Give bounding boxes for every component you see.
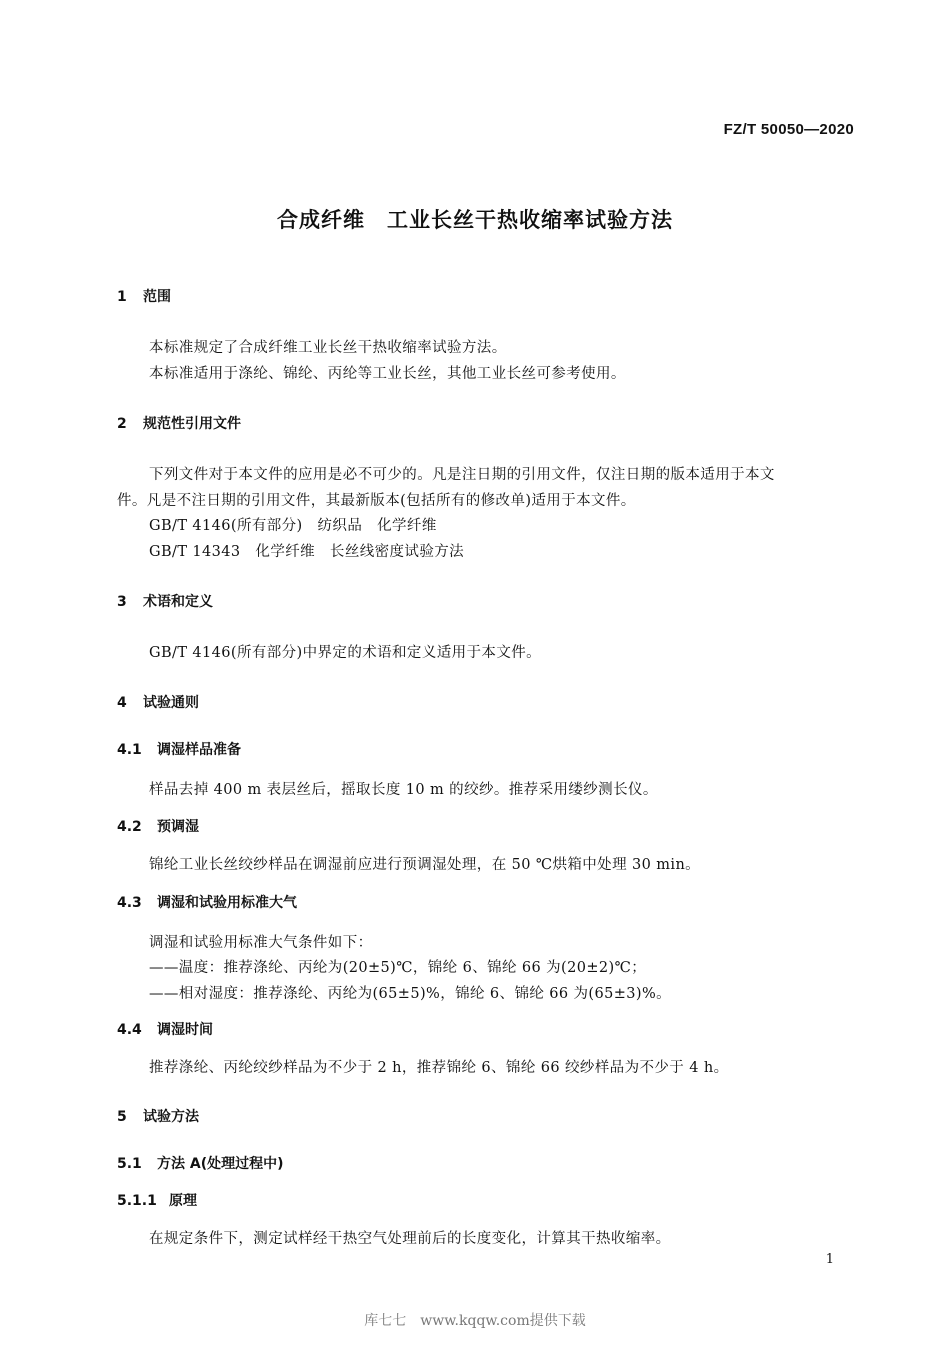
section-4-2-heading (117, 816, 199, 836)
section-title: 范围 (143, 289, 171, 305)
section-4-3-heading (117, 892, 297, 912)
section-title: 原理 (169, 1193, 197, 1209)
page-number: 1 (825, 1252, 834, 1267)
section-4-4-heading (117, 1019, 213, 1039)
section-title: 试验方法 (143, 1109, 199, 1125)
section-number: 5 (117, 1109, 127, 1125)
section-number: 3 (117, 594, 127, 610)
paragraph: 样品去掉 400 m 表层丝后，摇取长度 10 m 的绞纱。推荐采用缕纱测长仪。 (149, 782, 658, 798)
section-5-1-1-heading (117, 1190, 197, 1210)
section-title: 调湿时间 (157, 1022, 213, 1038)
list-item: ——温度：推荐涤纶、丙纶为(20±5)℃，锦纶 6、锦纶 66 为(20±2)℃； (149, 960, 647, 976)
list-item: ——相对湿度：推荐涤纶、丙纶为(65±5)%，锦纶 6、锦纶 66 为(65±3)%。 (149, 986, 672, 1002)
section-number: 1 (117, 289, 127, 305)
section-number: 4.3 (117, 895, 142, 911)
section-number: 4.4 (117, 1022, 142, 1038)
section-2-heading (117, 413, 241, 433)
paragraph: 本标准规定了合成纤维工业长丝干热收缩率试验方法。 (149, 340, 507, 356)
section-4-1-heading (117, 739, 241, 759)
paragraph: 在规定条件下，测定试样经干热空气处理前后的长度变化，计算其干热收缩率。 (149, 1231, 671, 1247)
section-1-heading (117, 286, 171, 306)
section-5-1-heading (117, 1153, 284, 1173)
reference-item: GB/T 14343 化学纤维 长丝线密度试验方法 (149, 544, 465, 560)
download-footer: 库七七 www.kqqw.com提供下载 (364, 1313, 586, 1329)
section-title: 调湿样品准备 (157, 742, 241, 758)
paragraph: 调湿和试验用标准大气条件如下： (149, 935, 373, 951)
section-number: 4.2 (117, 819, 142, 835)
paragraph: GB/T 4146(所有部分)中界定的术语和定义适用于本文件。 (149, 645, 542, 661)
section-title: 调湿和试验用标准大气 (157, 895, 297, 911)
reference-item: GB/T 4146(所有部分) 纺织品 化学纤维 (149, 518, 437, 534)
section-3-heading (117, 591, 213, 611)
paragraph: 件。凡是不注日期的引用文件，其最新版本(包括所有的修改单)适用于本文件。 (117, 493, 636, 509)
section-title: 方法 A(处理过程中) (157, 1156, 284, 1172)
section-5-heading (117, 1106, 199, 1126)
paragraph: 推荐涤纶、丙纶绞纱样品为不少于 2 h，推荐锦纶 6、锦纶 66 绞纱样品为不少于 4 h。 (149, 1060, 729, 1076)
section-title: 术语和定义 (143, 594, 213, 610)
standard-number: FZ/T 50050—2020 (723, 121, 854, 138)
document-title: 合成纤维 工业长丝干热收缩率试验方法 (277, 208, 673, 232)
section-title: 预调湿 (157, 819, 199, 835)
section-title: 规范性引用文件 (143, 416, 241, 432)
paragraph: 本标准适用于涤纶、锦纶、丙纶等工业长丝，其他工业长丝可参考使用。 (149, 366, 626, 382)
section-number: 5.1.1 (117, 1193, 157, 1209)
section-number: 4.1 (117, 742, 142, 758)
section-4-heading (117, 692, 199, 712)
section-number: 2 (117, 416, 127, 432)
section-number: 4 (117, 695, 127, 711)
paragraph: 下列文件对于本文件的应用是必不可少的。凡是注日期的引用文件，仅注日期的版本适用于本文 (149, 467, 775, 483)
section-number: 5.1 (117, 1156, 142, 1172)
section-title: 试验通则 (143, 695, 199, 711)
paragraph: 锦纶工业长丝绞纱样品在调湿前应进行预调湿处理，在 50 ℃烘箱中处理 30 min。 (149, 857, 701, 873)
